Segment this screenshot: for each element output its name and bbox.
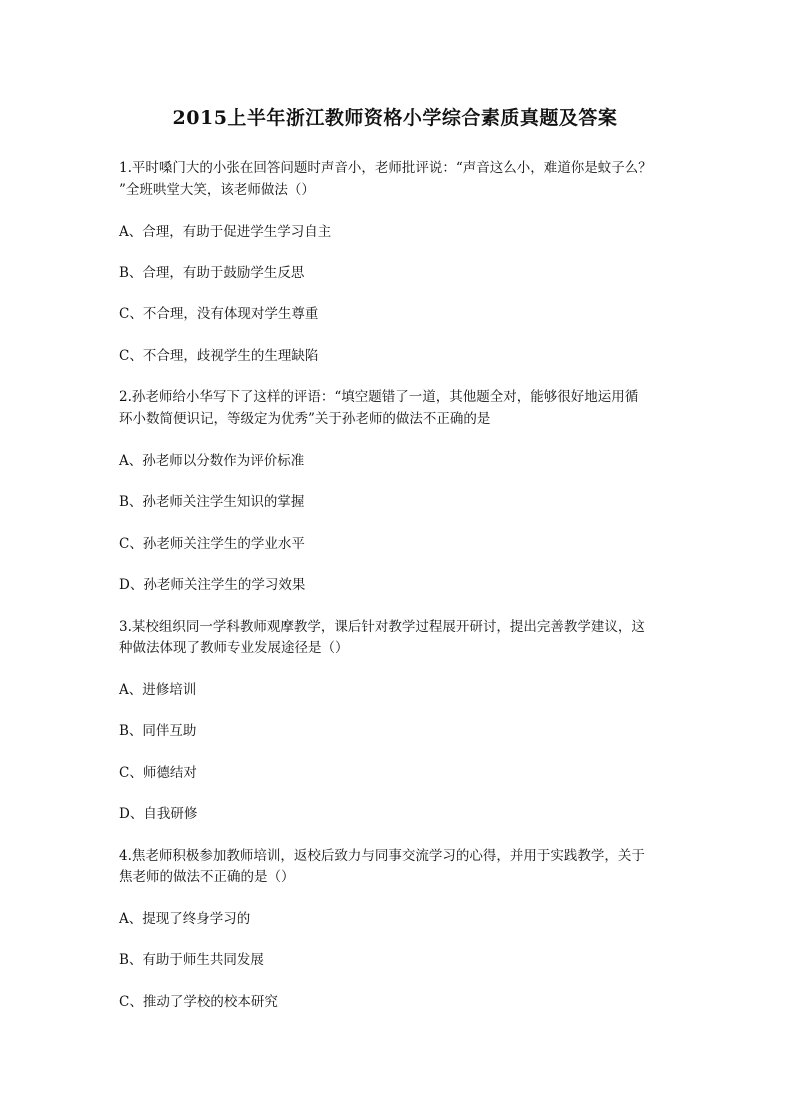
- question-2-option-b: B、孙老师关注学生知识的掌握: [119, 494, 305, 510]
- question-1-option-d: C、不合理，歧视学生的生理缺陷: [119, 348, 319, 364]
- question-4-stem-line-1: 4.焦老师积极参加教师培训，返校后致力与同事交流学习的心得，并用于实践教学，关于: [119, 848, 645, 864]
- question-4-option-b: B、有助于师生共同发展: [119, 952, 264, 968]
- question-3-option-c: C、师德结对: [119, 765, 197, 781]
- question-2-option-a: A、孙老师以分数作为评价标准: [119, 453, 305, 469]
- question-3-option-d: D、自我研修: [119, 806, 198, 822]
- question-3-stem-line-1: 3.某校组织同一学科教师观摩教学，课后针对教学过程展开研讨，提出完善教学建议，这: [119, 619, 645, 635]
- question-3-option-a: A、进修培训: [119, 682, 197, 698]
- question-4-stem-line-2: 焦老师的做法不正确的是（）: [119, 869, 295, 885]
- question-1-option-a: A、合理，有助于促进学生学习自主: [119, 224, 332, 240]
- question-3-option-b: B、同伴互助: [119, 723, 197, 739]
- question-1-stem-line-1: 1.平时嗓门大的小张在回答问题时声音小，老师批评说：“声音这么小，难道你是蚊子么？: [119, 160, 652, 176]
- question-2-option-d: D、孙老师关注学生的学习效果: [119, 577, 306, 593]
- question-2-stem-line-1: 2.孙老师给小华写下了这样的评语：“填空题错了一道，其他题全对，能够很好地运用循: [119, 389, 639, 405]
- question-1-option-c: C、不合理，没有体现对学生尊重: [119, 306, 319, 322]
- question-2-stem-line-2: 环小数简便识记，等级定为优秀”关于孙老师的做法不正确的是: [119, 411, 491, 427]
- question-4-option-c: C、推动了学校的校本研究: [119, 994, 278, 1010]
- page-title: 2015上半年浙江教师资格小学综合素质真题及答案: [172, 107, 618, 129]
- question-1-option-b: B、合理，有助于鼓励学生反思: [119, 265, 305, 281]
- question-1-stem-line-2: ”全班哄堂大笑，该老师做法（）: [119, 182, 315, 198]
- question-3-stem-line-2: 种做法体现了教师专业发展途径是（）: [119, 640, 349, 656]
- question-2-option-c: C、孙老师关注学生的学业水平: [119, 536, 305, 552]
- question-4-option-a: A、提现了终身学习的: [119, 911, 251, 927]
